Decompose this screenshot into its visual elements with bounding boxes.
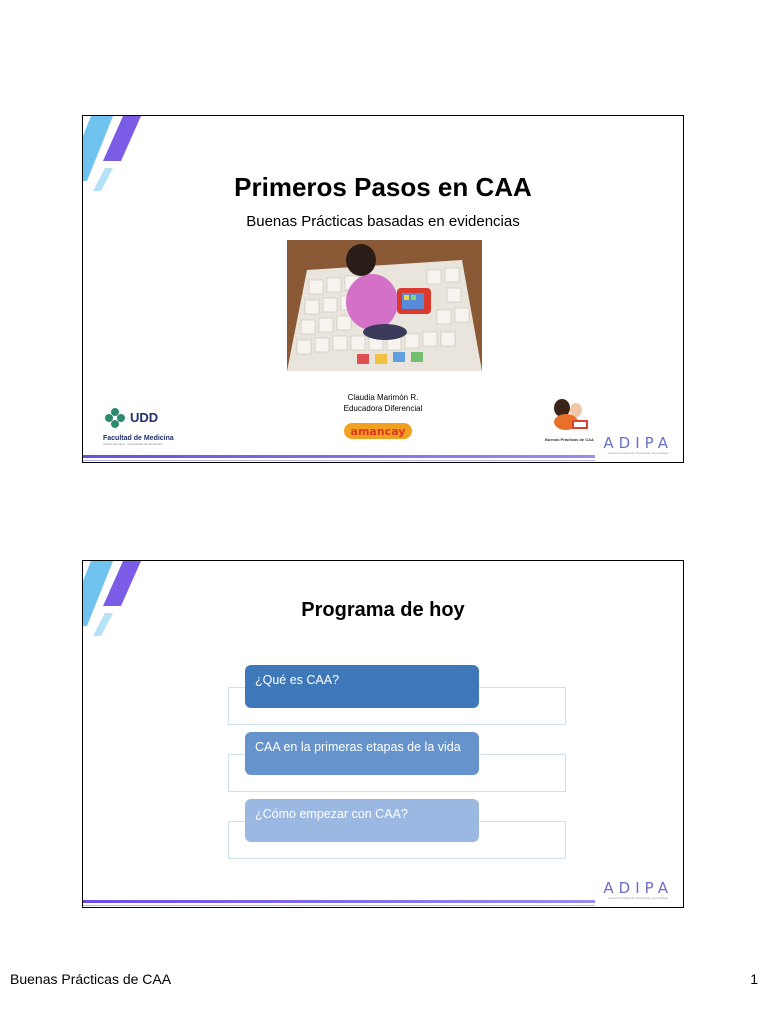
buenas-practicas-label: Buenas Prácticas de CAA [545, 437, 594, 442]
child-with-communication-board-photo [287, 240, 482, 371]
amancay-logo [343, 422, 413, 440]
adipa-logo [603, 880, 673, 900]
slide-title: Primeros Pasos en CAA [234, 172, 532, 202]
child-reading-icon [546, 398, 592, 432]
agenda-item: ¿Qué es CAA? [245, 665, 479, 708]
slide-subtitle: Buenas Prácticas basadas en evidencias [246, 213, 520, 230]
adipa-tagline: Academia Digital de Psicología y Aprendizaje [608, 451, 669, 455]
slide-title: Programa de hoy [301, 599, 465, 621]
adipa-wordmark: ADIPA [603, 434, 673, 452]
slide-1 [82, 115, 684, 463]
udd-faculty-label: Facultad de Medicina [103, 435, 174, 442]
agenda-item: CAA en la primeras etapas de la vida [245, 732, 479, 775]
amancay-wordmark: amancay [350, 425, 406, 438]
udd-emblem-icon [103, 406, 173, 428]
udd-wordmark: UDD [130, 410, 159, 425]
agenda-item: ¿Cómo empezar con CAA? [245, 799, 479, 842]
page-number: 1 [750, 971, 758, 987]
author-name: Claudia Marimón R. [347, 393, 419, 402]
slide-2 [82, 560, 684, 908]
buenas-practicas-logo [545, 398, 594, 442]
footer-title: Buenas Prácticas de CAA [10, 971, 172, 987]
udd-logo [103, 406, 174, 446]
bottom-accent-bar [83, 900, 595, 903]
bottom-accent-bar [83, 455, 595, 458]
udd-sub-label: Clínica Alemana · Universidad del Desarrollo [103, 442, 163, 446]
adipa-wordmark: ADIPA [603, 879, 673, 897]
author-role: Educadora Diferencial [343, 404, 423, 413]
adipa-logo [603, 435, 673, 455]
bottom-accent-line [83, 460, 595, 461]
bottom-accent-line [83, 905, 595, 906]
adipa-tagline: Academia Digital de Psicología y Aprendizaje [608, 896, 669, 900]
